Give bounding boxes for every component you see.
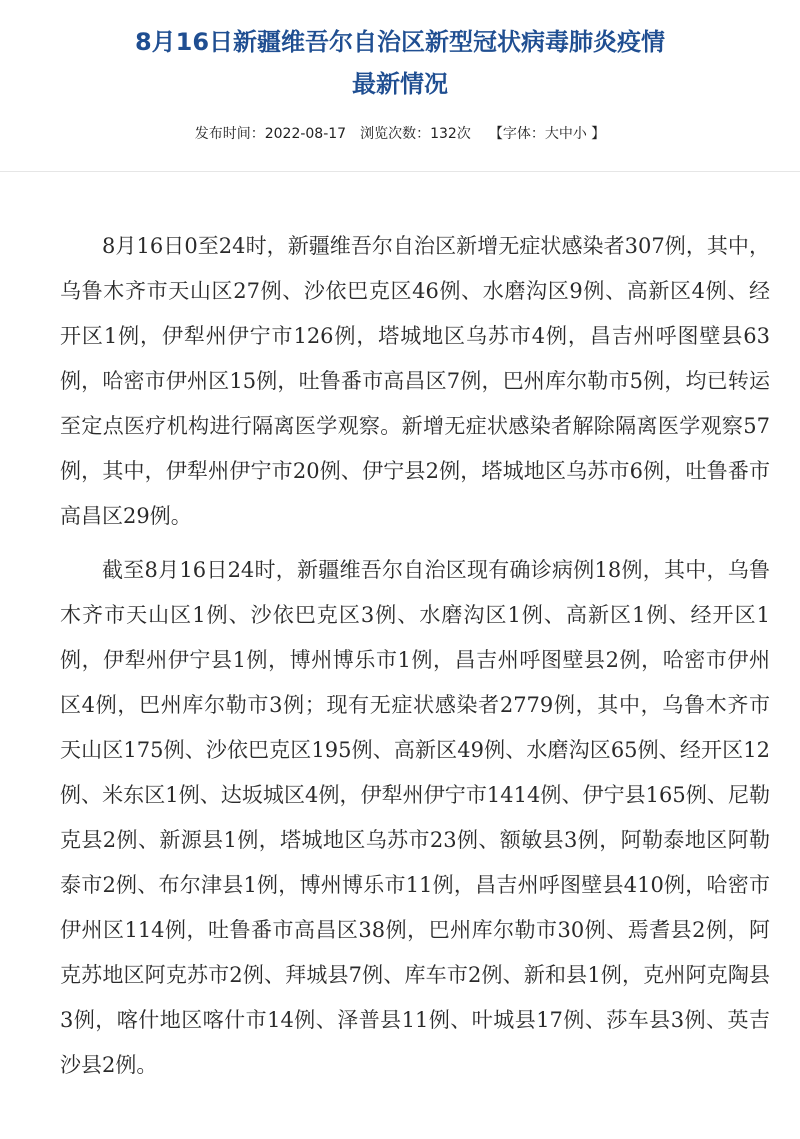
- publish-date: 2022-08-17: [264, 126, 347, 142]
- article-title-line-1: 8月16日新疆维吾尔自治区新型冠状病毒肺炎疫情: [134, 28, 666, 56]
- article-meta: [0, 124, 800, 144]
- view-count-label: 浏览次数：: [360, 126, 431, 142]
- article-body: [60, 224, 770, 1097]
- publish-date-label: 发布时间：: [194, 126, 265, 142]
- article-paragraph-1: 8月16日0至24时，新疆维吾尔自治区新增无症状感染者307例，其中，乌鲁木齐市天山区27例、沙依巴克区46例、水磨沟区9例、高新区4例、经开区1例，伊犁州伊宁市126例，塔城地区乌苏市4例，昌吉州呼图壁县63例，哈密市伊州区15例，吐鲁番市高昌区7例，巴州库尔勒市5例，均已转运至定点医疗机构进行隔离医学观察。新增无症状感染者解除隔离医学观察57例，其中，伊犁州伊宁市20例、伊宁县2例，塔城地区乌苏市6例，吐鲁番市高昌区29例。: [60, 234, 770, 528]
- view-count: 132次: [430, 126, 471, 142]
- article-header: [0, 0, 800, 172]
- font-size-switcher[interactable]: 【字体：大中小 】: [488, 126, 606, 142]
- article-paragraph-2: 截至8月16日24时，新疆维吾尔自治区现有确诊病例18例，其中，乌鲁木齐市天山区1例、沙依巴克区3例、水磨沟区1例、高新区1例、经开区1例，伊犁州伊宁县1例，博州博乐市1例，昌吉州呼图壁县2例，哈密市伊州区4例，巴州库尔勒市3例；现有无症状感染者2779例，其中，乌鲁木齐市天山区175例、沙依巴克区195例、高新区49例、水磨沟区65例、经开区12例、米东区1例、达坂城区4例，伊犁州伊宁市1414例、伊宁县165例、尼勒克县2例、新源县1例，塔城地区乌苏市23例、额敏县3例，阿勒泰地区阿勒泰市2例、布尔津县1例，博州博乐市11例，昌吉州呼图壁县410例，哈密市伊州区114例，吐鲁番市高昌区38例，巴州库尔勒市30例、焉耆县2例，阿克苏地区阿克苏市2例、拜城县7例、库车市2例、新和县1例，克州阿克陶县3例，喀什地区喀什市14例、泽普县11例、叶城县17例、莎车县3例、英吉沙县2例。: [60, 558, 770, 1077]
- article-title-line-2: 最新情况: [352, 70, 448, 98]
